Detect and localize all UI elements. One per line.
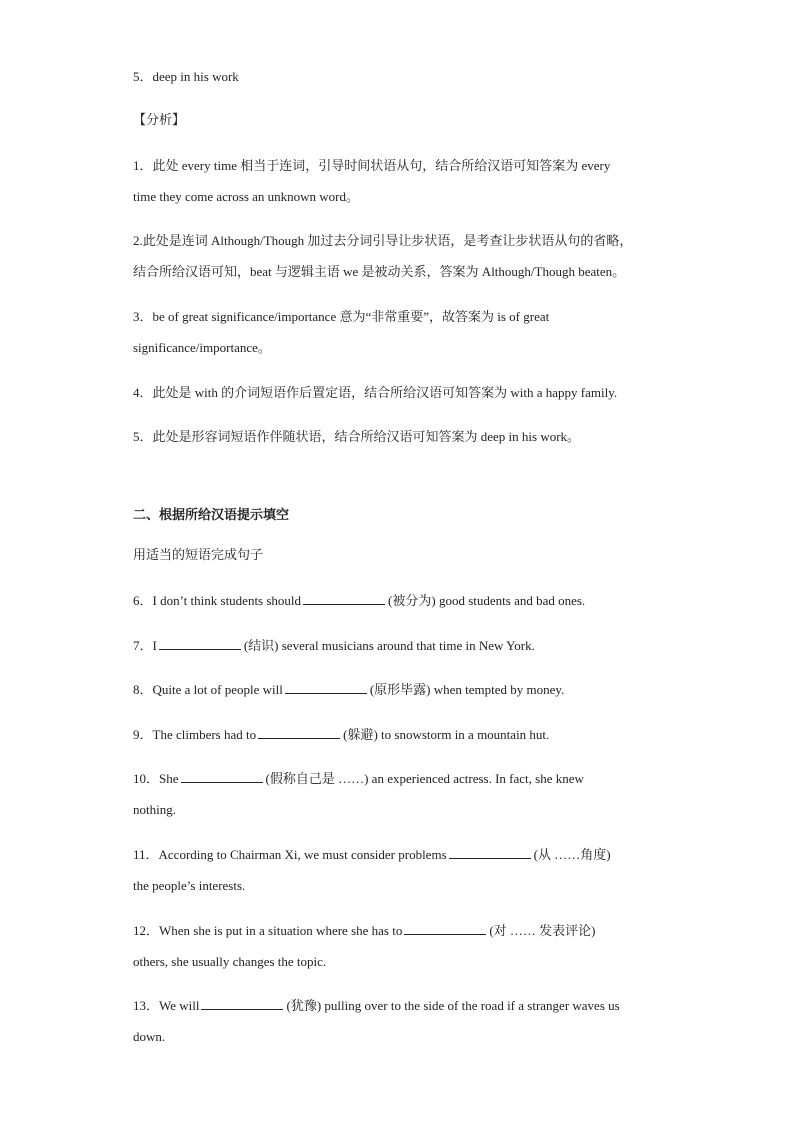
question-continuation: the people’s interests. [133,878,246,893]
answer-blank[interactable] [449,845,531,859]
question-13 [133,990,663,1052]
question-6 [133,585,663,616]
analysis-line: 4．此处是 with 的介词短语作后置定语，结合所给汉语可知答案为 with a happy family. [133,385,618,400]
answer-item-5: 5．deep in his work [133,69,239,84]
question-text: (结识) several musicians around that time in New York. [243,638,535,653]
question-continuation: down. [133,1029,166,1044]
question-text: 9．The climbers had to [133,727,257,742]
answer-blank[interactable] [285,680,367,694]
analysis-line: 3．be of great significance/importance 意为“非常重要”，故答案为 is of great [133,309,550,324]
answer-blank[interactable] [181,769,263,783]
question-9 [133,719,663,750]
question-text: 10．She [133,771,179,786]
question-text: (假称自己是 ……) an experienced actress. In fact, she knew [265,771,584,786]
question-text: 8．Quite a lot of people will [133,682,283,697]
answer-blank[interactable] [201,996,283,1010]
question-continuation: nothing. [133,802,176,817]
question-text: (原形毕露) when tempted by money. [369,682,565,697]
analysis-line: 结合所给汉语可知，beat 与逻辑主语 we 是被动关系，答案为 Although/Though beaten。 [133,264,626,279]
analysis-item-5 [133,421,663,452]
analysis-line: time they come across an unknown word。 [133,189,360,204]
analysis-item-2 [133,225,663,287]
answer-blank[interactable] [404,921,486,935]
question-11 [133,839,663,901]
question-text: (对 …… 发表评论) [489,923,596,938]
answer-blank[interactable] [159,636,241,650]
analysis-line: significance/importance。 [133,340,271,355]
analysis-line: 2.此处是连词 Although/Though 加过去分词引导让步状语，是考查让步状语从句的省略， [133,233,633,248]
section-title: 二、根据所给汉语提示填空 [133,508,290,523]
question-10 [133,763,663,825]
question-text: (犹豫) pulling over to the side of the road if a stranger waves us [286,998,620,1013]
question-7 [133,630,663,661]
question-text: (从 ……角度) [533,847,611,862]
analysis-line: 5．此处是形容词短语作伴随状语，结合所给汉语可知答案为 deep in his work。 [133,429,581,444]
analysis-heading: 【分析】 [133,112,186,127]
question-text: 12．When she is put in a situation where she has to [133,923,403,938]
question-continuation: others, she usually changes the topic. [133,954,327,969]
answer-blank[interactable] [258,725,340,739]
question-text: 6．I don’t think students should [133,593,302,608]
section-instruction: 用适当的短语完成句子 [133,548,264,563]
analysis-item-1 [133,150,663,212]
answer-blank[interactable] [303,591,385,605]
question-text: (被分为) good students and bad ones. [388,593,586,608]
question-text: 7．I [133,638,157,653]
question-text: (躲避) to snowstorm in a mountain hut. [343,727,550,742]
question-12 [133,915,663,977]
analysis-item-3 [133,301,663,363]
question-text: 11．According to Chairman Xi, we must consider problems [133,847,447,862]
question-8 [133,674,663,705]
analysis-line: 1．此处 every time 相当于连词，引导时间状语从句，结合所给汉语可知答案为 every [133,158,611,173]
question-text: 13．We will [133,998,200,1013]
analysis-item-4 [133,377,663,408]
